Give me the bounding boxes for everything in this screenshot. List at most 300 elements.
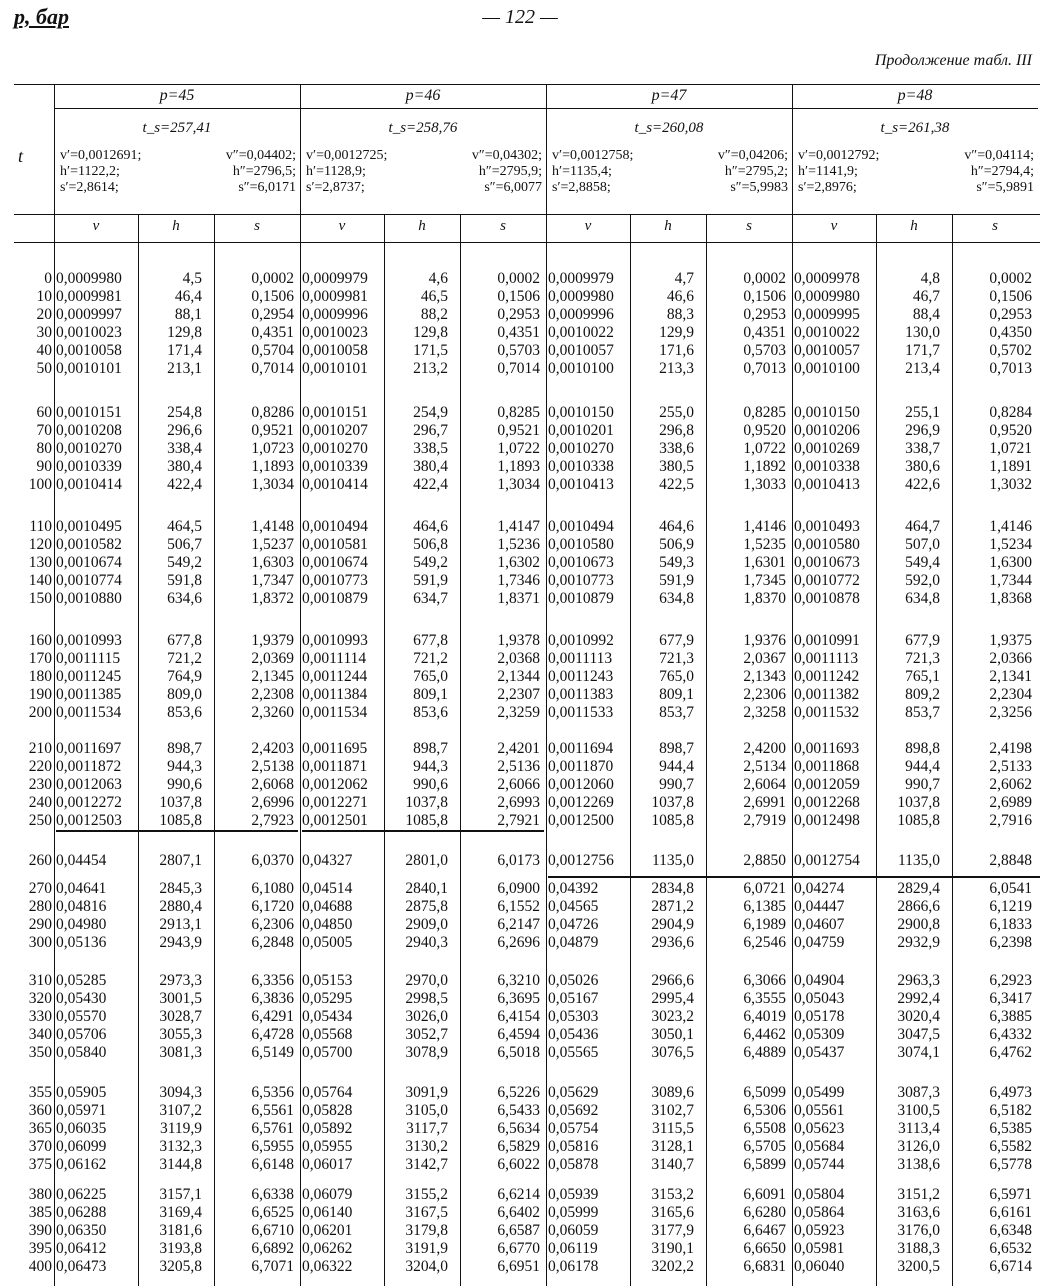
- cell-s: 2,8848: [989, 852, 1032, 869]
- property-liquid: v′=0,0012792;: [798, 148, 880, 163]
- cell-s: 2,0368: [497, 650, 540, 667]
- cell-v: 0,05167: [548, 990, 599, 1007]
- cell-s: 2,7923: [251, 812, 294, 829]
- temperature-cell: 220: [28, 758, 52, 775]
- cell-s: 1,9378: [497, 632, 540, 649]
- cell-h: 380,6: [905, 458, 940, 475]
- cell-h: 764,9: [167, 668, 202, 685]
- table-row: [14, 1156, 1040, 1174]
- cell-v: 0,0010772: [794, 572, 860, 589]
- rule-ptitle: [300, 108, 546, 109]
- cell-s: 1,5235: [743, 536, 786, 553]
- cell-v: 0,06079: [302, 1186, 353, 1203]
- temperature-cell: 375: [28, 1156, 52, 1173]
- cell-h: 296,7: [413, 422, 448, 439]
- pressure-title: p=45: [159, 87, 195, 104]
- cell-v: 0,05955: [302, 1138, 353, 1155]
- cell-h: 2801,0: [405, 852, 448, 869]
- cell-h: 3107,2: [159, 1102, 202, 1119]
- cell-v: 0,0010673: [794, 554, 860, 571]
- cell-v: 0,0011534: [56, 704, 122, 721]
- cell-h: 3132,3: [159, 1138, 202, 1155]
- cell-s: 0,5702: [989, 342, 1032, 359]
- page-unit-label: p, бар: [14, 4, 69, 29]
- cell-h: 3050,1: [651, 1026, 694, 1043]
- cell-v: 0,0012060: [548, 776, 614, 793]
- cell-s: 6,5385: [989, 1120, 1032, 1137]
- t-column-header: t: [18, 146, 24, 166]
- cell-h: 1037,8: [897, 794, 940, 811]
- cell-v: 0,05684: [794, 1138, 845, 1155]
- cell-h: 88,4: [912, 306, 940, 323]
- temperature-cell: 40: [36, 342, 52, 359]
- cell-h: 213,2: [413, 360, 448, 377]
- cell-h: 853,6: [167, 704, 202, 721]
- cell-v: 0,0010101: [56, 360, 122, 377]
- cell-h: 3155,2: [405, 1186, 448, 1203]
- cell-s: 6,0721: [743, 880, 786, 897]
- cell-v: 0,0010580: [548, 536, 614, 553]
- table-row: [14, 898, 1040, 916]
- cell-h: 3020,4: [897, 1008, 940, 1025]
- cell-h: 1037,8: [159, 794, 202, 811]
- cell-h: 2840,1: [405, 880, 448, 897]
- cell-v: 0,0010100: [548, 360, 614, 377]
- cell-s: 1,6302: [497, 554, 540, 571]
- cell-s: 1,0723: [251, 440, 294, 457]
- saturation-properties: [798, 148, 1034, 196]
- cell-v: 0,0010201: [548, 422, 614, 439]
- cell-v: 0,0010773: [548, 572, 614, 589]
- cell-v: 0,05136: [56, 934, 107, 951]
- cell-v: 0,0009995: [794, 306, 860, 323]
- cell-v: 0,0010150: [794, 404, 860, 421]
- cell-v: 0,05430: [56, 990, 107, 1007]
- cell-s: 1,1891: [989, 458, 1032, 475]
- cell-s: 1,3033: [743, 476, 786, 493]
- cell-h: 853,7: [905, 704, 940, 721]
- cell-s: 6,4462: [743, 1026, 786, 1043]
- cell-h: 3074,1: [897, 1044, 940, 1061]
- cell-v: 0,05923: [794, 1222, 845, 1239]
- cell-h: 1085,8: [159, 812, 202, 829]
- cell-h: 591,9: [659, 572, 694, 589]
- cell-s: 2,4201: [497, 740, 540, 757]
- cell-s: 6,2147: [497, 916, 540, 933]
- cell-v: 0,0011694: [548, 740, 614, 757]
- cell-h: 2904,9: [651, 916, 694, 933]
- cell-s: 6,1552: [497, 898, 540, 915]
- cell-h: 88,1: [174, 306, 202, 323]
- cell-s: 6,2398: [989, 934, 1032, 951]
- cell-s: 1,7347: [251, 572, 294, 589]
- table-row: [14, 704, 1040, 722]
- cell-s: 2,6996: [251, 794, 294, 811]
- pressure-title: p=47: [651, 87, 687, 104]
- cell-v: 0,0010338: [794, 458, 860, 475]
- temperature-cell: 280: [28, 898, 52, 915]
- cell-h: 1085,8: [405, 812, 448, 829]
- cell-v: 0,0009996: [548, 306, 614, 323]
- cell-v: 0,05828: [302, 1102, 353, 1119]
- table-row: [14, 1222, 1040, 1240]
- cell-v: 0,0009996: [302, 306, 368, 323]
- cell-h: 3102,7: [651, 1102, 694, 1119]
- table-row: [14, 1120, 1040, 1138]
- cell-v: 0,0012500: [548, 812, 614, 829]
- cell-s: 0,5704: [251, 342, 294, 359]
- cell-v: 0,04688: [302, 898, 353, 915]
- cell-s: 0,5703: [497, 342, 540, 359]
- temperature-cell: 250: [28, 812, 52, 829]
- cell-h: 2834,8: [651, 880, 694, 897]
- cell-v: 0,0010493: [794, 518, 860, 535]
- cell-s: 6,4889: [743, 1044, 786, 1061]
- cell-h: 3115,5: [651, 1120, 694, 1137]
- cell-s: 1,4148: [251, 518, 294, 535]
- cell-s: 2,3256: [989, 704, 1032, 721]
- column-header-s: s: [992, 218, 998, 234]
- cell-s: 0,0002: [497, 270, 540, 287]
- cell-s: 0,5703: [743, 342, 786, 359]
- column-header-h: h: [172, 218, 180, 234]
- temperature-cell: 390: [28, 1222, 52, 1239]
- cell-v: 0,05939: [548, 1186, 599, 1203]
- cell-v: 0,0010022: [548, 324, 614, 341]
- cell-s: 1,6301: [743, 554, 786, 571]
- table-row: [14, 1026, 1040, 1044]
- cell-s: 2,0369: [251, 650, 294, 667]
- cell-h: 3081,3: [159, 1044, 202, 1061]
- cell-v: 0,0009981: [302, 288, 368, 305]
- cell-s: 1,4146: [743, 518, 786, 535]
- cell-s: 0,0002: [743, 270, 786, 287]
- cell-h: 1037,8: [405, 794, 448, 811]
- cell-v: 0,0010270: [56, 440, 122, 457]
- cell-v: 0,05971: [56, 1102, 107, 1119]
- cell-h: 591,8: [167, 572, 202, 589]
- cell-v: 0,0010991: [794, 632, 860, 649]
- cell-h: 338,4: [167, 440, 202, 457]
- rule-body-start: [14, 242, 1040, 243]
- cell-h: 3126,0: [897, 1138, 940, 1155]
- cell-v: 0,0011532: [794, 704, 860, 721]
- cell-h: 2829,4: [897, 880, 940, 897]
- property-vapor: s″=6,0171: [238, 180, 296, 195]
- cell-v: 0,0009979: [302, 270, 368, 287]
- temperature-cell: 210: [28, 740, 52, 757]
- cell-h: 171,6: [659, 342, 694, 359]
- temperature-cell: 150: [28, 590, 52, 607]
- cell-s: 1,4147: [497, 518, 540, 535]
- cell-s: 6,1385: [743, 898, 786, 915]
- cell-s: 6,3836: [251, 990, 294, 1007]
- cell-s: 6,2696: [497, 934, 540, 951]
- cell-v: 0,06225: [56, 1186, 107, 1203]
- table-row: [14, 360, 1040, 378]
- cell-s: 0,2954: [251, 306, 294, 323]
- cell-s: 2,3260: [251, 704, 294, 721]
- cell-v: 0,0010673: [548, 554, 614, 571]
- cell-h: 944,3: [167, 758, 202, 775]
- cell-h: 3165,6: [651, 1204, 694, 1221]
- cell-h: 506,8: [413, 536, 448, 553]
- cell-v: 0,0010058: [302, 342, 368, 359]
- cell-h: 634,6: [167, 590, 202, 607]
- property-line: [798, 164, 1034, 180]
- cell-h: 853,7: [659, 704, 694, 721]
- cell-s: 2,7919: [743, 812, 786, 829]
- cell-s: 6,6280: [743, 1204, 786, 1221]
- cell-s: 6,5433: [497, 1102, 540, 1119]
- cell-s: 1,0721: [989, 440, 1032, 457]
- cell-h: 2875,8: [405, 898, 448, 915]
- cell-s: 6,5508: [743, 1120, 786, 1137]
- cell-v: 0,0010580: [794, 536, 860, 553]
- cell-s: 2,6064: [743, 776, 786, 793]
- temperature-cell: 120: [28, 536, 52, 553]
- table-row: [14, 288, 1040, 306]
- cell-s: 6,6831: [743, 1258, 786, 1275]
- column-header-v: v: [830, 218, 838, 234]
- cell-s: 1,7346: [497, 572, 540, 589]
- cell-h: 3028,7: [159, 1008, 202, 1025]
- cell-s: 1,1892: [743, 458, 786, 475]
- cell-s: 1,9375: [989, 632, 1032, 649]
- cell-v: 0,05005: [302, 934, 353, 951]
- cell-s: 0,4350: [989, 324, 1032, 341]
- cell-h: 129,8: [413, 324, 448, 341]
- cell-v: 0,0010494: [548, 518, 614, 535]
- cell-h: 255,1: [905, 404, 940, 421]
- cell-v: 0,0010494: [302, 518, 368, 535]
- cell-h: 3202,2: [651, 1258, 694, 1275]
- cell-s: 0,4351: [251, 324, 294, 341]
- cell-s: 0,1506: [743, 288, 786, 305]
- cell-v: 0,04565: [548, 898, 599, 915]
- cell-h: 3055,3: [159, 1026, 202, 1043]
- saturation-temperature: t_s=261,38: [880, 120, 950, 136]
- cell-h: 3100,5: [897, 1102, 940, 1119]
- cell-h: 3094,3: [159, 1084, 202, 1101]
- cell-v: 0,05623: [794, 1120, 845, 1137]
- cell-v: 0,05153: [302, 972, 353, 989]
- cell-s: 0,7014: [251, 360, 294, 377]
- temperature-cell: 130: [28, 554, 52, 571]
- table-continuation-caption: Продолжение табл. III: [874, 52, 1032, 69]
- cell-v: 0,0010993: [302, 632, 368, 649]
- row-group: [14, 1186, 1040, 1276]
- cell-h: 129,8: [167, 324, 202, 341]
- cell-s: 2,5134: [743, 758, 786, 775]
- cell-h: 171,7: [905, 342, 940, 359]
- cell-s: 2,6068: [251, 776, 294, 793]
- table-row: [14, 632, 1040, 650]
- saturation-boundary-line: [56, 830, 298, 832]
- property-vapor: v″=0,04402;: [225, 148, 296, 163]
- cell-h: 507,0: [905, 536, 940, 553]
- cell-h: 3151,2: [897, 1186, 940, 1203]
- cell-s: 0,4351: [497, 324, 540, 341]
- cell-h: 3176,0: [897, 1222, 940, 1239]
- rule-ptitle: [792, 108, 1038, 109]
- cell-v: 0,0010879: [548, 590, 614, 607]
- cell-s: 6,6467: [743, 1222, 786, 1239]
- cell-s: 2,1343: [743, 668, 786, 685]
- cell-s: 6,2306: [251, 916, 294, 933]
- cell-h: 944,4: [905, 758, 940, 775]
- saturation-temperature: t_s=258,76: [388, 120, 458, 136]
- cell-h: 2880,4: [159, 898, 202, 915]
- cell-s: 6,1720: [251, 898, 294, 915]
- temperature-cell: 365: [28, 1120, 52, 1137]
- cell-v: 0,06201: [302, 1222, 353, 1239]
- property-liquid: s′=2,8737;: [306, 180, 365, 195]
- cell-s: 2,0366: [989, 650, 1032, 667]
- cell-s: 2,6989: [989, 794, 1032, 811]
- property-line: [60, 180, 296, 196]
- cell-v: 0,04980: [56, 916, 107, 933]
- cell-h: 46,4: [174, 288, 202, 305]
- cell-v: 0,06119: [548, 1240, 598, 1257]
- cell-v: 0,0010022: [794, 324, 860, 341]
- cell-s: 2,5138: [251, 758, 294, 775]
- cell-v: 0,0009978: [794, 270, 860, 287]
- cell-s: 1,7344: [989, 572, 1032, 589]
- table-row: [14, 1084, 1040, 1102]
- cell-v: 0,04759: [794, 934, 845, 951]
- cell-s: 0,2953: [497, 306, 540, 323]
- cell-v: 0,0010878: [794, 590, 860, 607]
- cell-s: 0,7014: [497, 360, 540, 377]
- cell-s: 1,9376: [743, 632, 786, 649]
- cell-h: 338,5: [413, 440, 448, 457]
- cell-s: 0,8286: [251, 404, 294, 421]
- cell-h: 990,7: [905, 776, 940, 793]
- cell-v: 0,05744: [794, 1156, 845, 1173]
- temperature-cell: 170: [28, 650, 52, 667]
- temperature-cell: 160: [28, 632, 52, 649]
- cell-h: 1135,0: [651, 852, 694, 869]
- cell-v: 0,0010879: [302, 590, 368, 607]
- cell-s: 6,2923: [989, 972, 1032, 989]
- cell-v: 0,0011697: [56, 740, 122, 757]
- cell-v: 0,06040: [794, 1258, 845, 1275]
- cell-s: 6,3695: [497, 990, 540, 1007]
- cell-s: 2,1344: [497, 668, 540, 685]
- cell-s: 1,3034: [497, 476, 540, 493]
- property-vapor: v″=0,04206;: [717, 148, 788, 163]
- cell-v: 0,0011113: [548, 650, 613, 667]
- cell-v: 0,04447: [794, 898, 845, 915]
- temperature-cell: 350: [28, 1044, 52, 1061]
- temperature-cell: 180: [28, 668, 52, 685]
- cell-s: 2,4198: [989, 740, 1032, 757]
- cell-h: 4,7: [674, 270, 694, 287]
- temperature-cell: 400: [28, 1258, 52, 1275]
- cell-h: 677,9: [905, 632, 940, 649]
- rule-top: [14, 84, 1040, 85]
- table-row: [14, 776, 1040, 794]
- cell-h: 677,8: [167, 632, 202, 649]
- property-line: [60, 164, 296, 180]
- temperature-cell: 60: [36, 404, 52, 421]
- table-row: [14, 1186, 1040, 1204]
- cell-v: 0,0012271: [302, 794, 368, 811]
- cell-s: 6,6091: [743, 1186, 786, 1203]
- column-header-s: s: [746, 218, 752, 234]
- cell-s: 6,4154: [497, 1008, 540, 1025]
- property-liquid: v′=0,0012691;: [60, 148, 142, 163]
- column-header-v: v: [584, 218, 592, 234]
- cell-h: 3026,0: [405, 1008, 448, 1025]
- cell-s: 0,8285: [497, 404, 540, 421]
- cell-h: 2913,1: [159, 916, 202, 933]
- saturation-temperature: t_s=257,41: [142, 120, 212, 136]
- pressure-title: p=46: [405, 87, 441, 104]
- cell-s: 2,4200: [743, 740, 786, 757]
- cell-v: 0,05043: [794, 990, 845, 1007]
- rule-ptitle: [546, 108, 792, 109]
- cell-s: 6,5778: [989, 1156, 1032, 1173]
- cell-h: 944,3: [413, 758, 448, 775]
- temperature-cell: 380: [28, 1186, 52, 1203]
- cell-s: 6,6022: [497, 1156, 540, 1173]
- cell-v: 0,0010773: [302, 572, 368, 589]
- property-line: [306, 148, 542, 164]
- cell-h: 677,8: [413, 632, 448, 649]
- cell-h: 2940,3: [405, 934, 448, 951]
- cell-h: 2807,1: [159, 852, 202, 869]
- table-row: [14, 1240, 1040, 1258]
- cell-h: 46,5: [420, 288, 448, 305]
- cell-s: 0,0002: [989, 270, 1032, 287]
- cell-h: 380,5: [659, 458, 694, 475]
- cell-s: 6,7071: [251, 1258, 294, 1275]
- cell-h: 3188,3: [897, 1240, 940, 1257]
- cell-v: 0,0010414: [56, 476, 122, 493]
- cell-h: 765,0: [659, 668, 694, 685]
- cell-s: 6,5829: [497, 1138, 540, 1155]
- cell-h: 591,9: [413, 572, 448, 589]
- cell-v: 0,04816: [56, 898, 107, 915]
- cell-s: 0,9521: [497, 422, 540, 439]
- cell-v: 0,05804: [794, 1186, 845, 1203]
- cell-s: 0,1506: [989, 288, 1032, 305]
- cell-v: 0,0010057: [548, 342, 614, 359]
- property-line: [552, 164, 788, 180]
- cell-h: 3200,5: [897, 1258, 940, 1275]
- table-row: [14, 1204, 1040, 1222]
- cell-h: 721,2: [167, 650, 202, 667]
- cell-v: 0,0010151: [56, 404, 122, 421]
- cell-s: 2,6066: [497, 776, 540, 793]
- cell-v: 0,04274: [794, 880, 845, 897]
- cell-s: 1,1893: [251, 458, 294, 475]
- cell-h: 254,9: [413, 404, 448, 421]
- cell-v: 0,06017: [302, 1156, 353, 1173]
- cell-v: 0,0010150: [548, 404, 614, 421]
- cell-s: 0,7013: [743, 360, 786, 377]
- cell-h: 809,1: [659, 686, 694, 703]
- cell-v: 0,04879: [548, 934, 599, 951]
- cell-h: 2936,6: [651, 934, 694, 951]
- cell-v: 0,06473: [56, 1258, 107, 1275]
- cell-h: 422,5: [659, 476, 694, 493]
- cell-v: 0,0012268: [794, 794, 860, 811]
- cell-s: 2,6993: [497, 794, 540, 811]
- cell-h: 3089,6: [651, 1084, 694, 1101]
